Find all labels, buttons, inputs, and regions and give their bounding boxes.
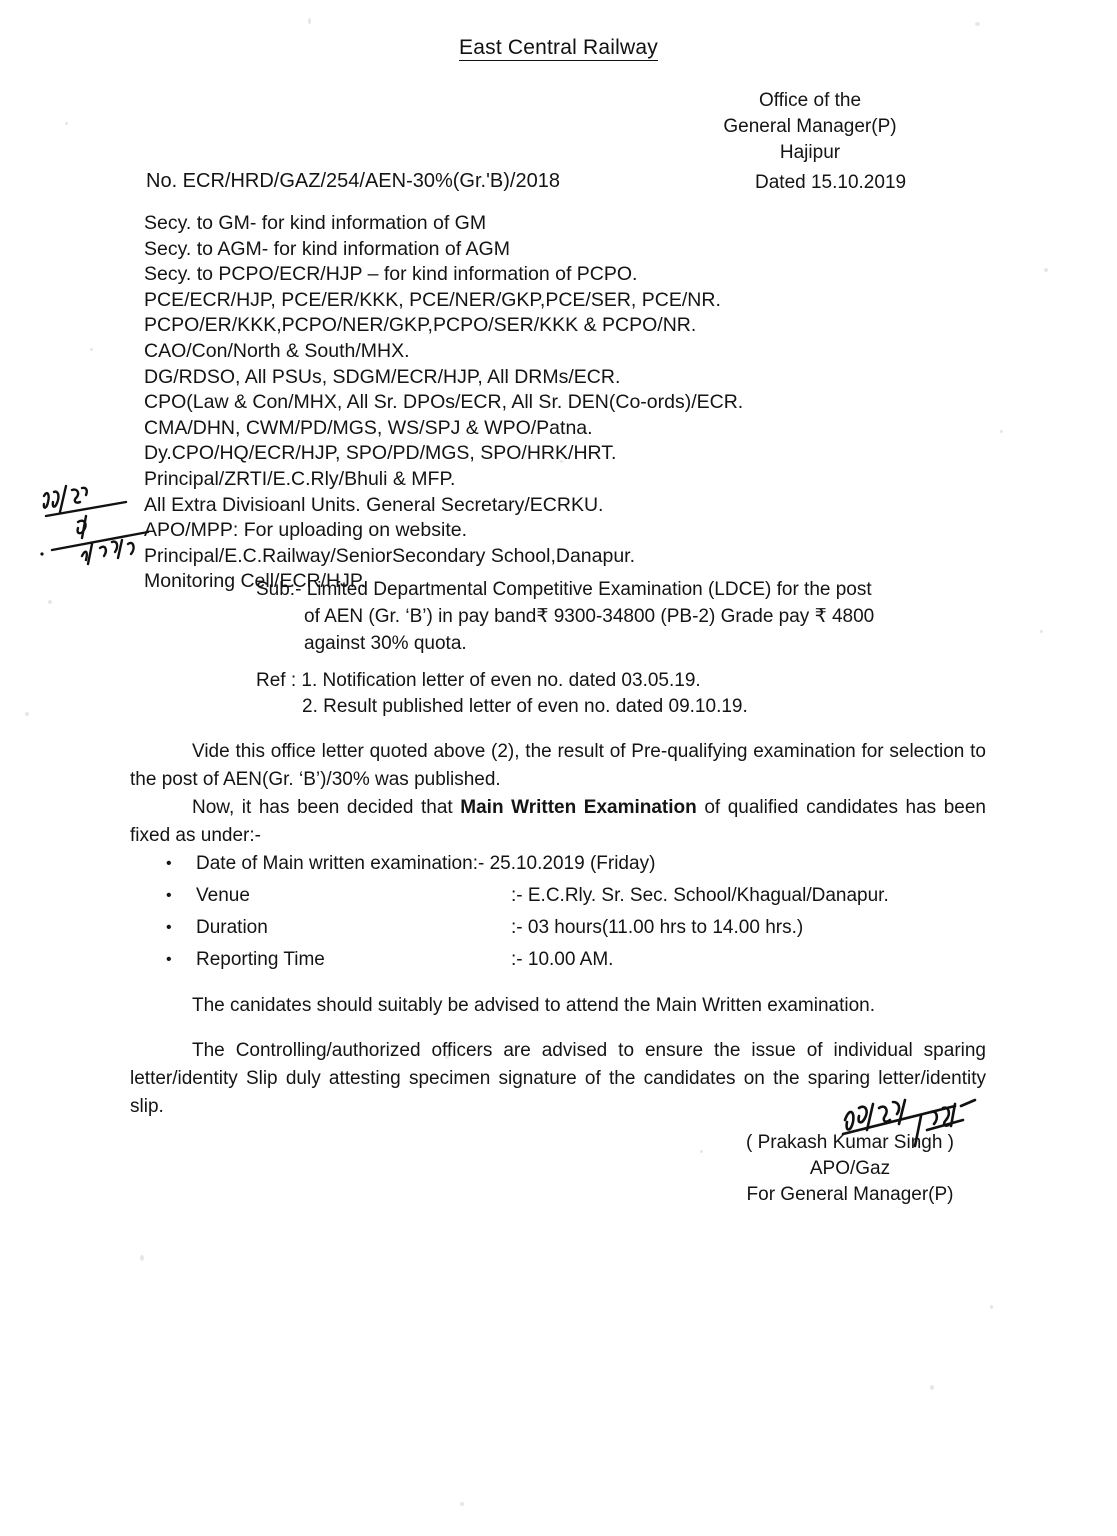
reference-item-1: Ref : 1. Notification letter of even no. dated 03.05.19. — [256, 670, 701, 691]
detail-value-duration: :- 03 hours(11.00 hrs to 14.00 hrs.) — [511, 917, 804, 938]
office-line-1: Office of the — [758, 90, 862, 111]
distribution-item: Principal/ZRTI/E.C.Rly/Bhuli & MFP. — [144, 467, 456, 490]
detail-value-reporting-time: :- 10.00 AM. — [511, 949, 614, 970]
page-title — [0, 36, 1117, 60]
scan-speckle — [25, 712, 29, 716]
paragraph-now-emphasis: Main Written Examination — [460, 797, 697, 818]
detail-row-venue — [166, 880, 956, 912]
page-title-text: East Central Railway — [459, 36, 658, 59]
bullet-icon: • — [166, 887, 172, 904]
distribution-item: Secy. to GM- for kind information of GM — [144, 212, 487, 234]
scan-speckle — [1040, 630, 1043, 633]
detail-label-venue: Venue — [196, 885, 250, 906]
paragraph-candidates — [130, 992, 986, 1020]
paragraph-now-prefix: Now, it has been decided that — [192, 797, 461, 818]
detail-label-exam-date — [196, 848, 655, 880]
examination-details-list — [166, 848, 956, 976]
detail-row-duration — [166, 912, 956, 944]
detail-label-duration: Duration — [196, 917, 268, 938]
detail-label-text: Date of Main written examination:- — [196, 853, 485, 874]
reference-item-2: 2. Result published letter of even no. dated 09.10.19. — [302, 696, 748, 717]
paragraph-now-suffix: of qualified candidates has been fixed as under:- — [130, 797, 986, 846]
paragraph-controlling — [130, 1037, 986, 1121]
scan-speckle — [990, 1305, 993, 1309]
subject-line-1: Sub:- Limited Departmental Competitive Examination (LDCE) for the post — [256, 579, 872, 600]
distribution-item: PCE/ECR/HJP, PCE/ER/KKK, PCE/NER/GKP,PCE/SER, PCE/NR. — [144, 288, 721, 311]
paragraph-vide-text: Vide this office letter quoted above (2), the result of Pre-qualifying examination for selection to the post of AEN(Gr. ‘B’)/30% was published. — [130, 741, 986, 790]
distribution-list — [144, 211, 743, 595]
letter-date: Dated 15.10.2019 — [755, 172, 907, 193]
scan-speckle — [930, 1385, 934, 1390]
paragraph-now — [130, 794, 986, 850]
distribution-item: DG/RDSO, All PSUs, SDGM/ECR/HJP, All DRMs/ECR. — [144, 365, 621, 388]
distribution-item: CPO(Law & Con/MHX, All Sr. DPOs/ECR, All Sr. DEN(Co-ords)/ECR. — [144, 391, 744, 414]
scan-speckle — [65, 122, 68, 125]
office-line-2: General Manager(P) — [723, 116, 897, 137]
subject-block — [256, 576, 956, 657]
detail-value-text: 25.10.2019 (Friday) — [489, 853, 656, 874]
distribution-item: Principal/E.C.Railway/SeniorSecondary School,Danapur. — [144, 544, 636, 567]
scan-speckle — [140, 1255, 144, 1261]
detail-row-reporting-time — [166, 944, 956, 976]
reference-number: No. ECR/HRD/GAZ/254/AEN-30%(Gr.'B)/2018 — [146, 170, 560, 192]
bullet-icon: • — [166, 855, 172, 872]
scan-speckle — [308, 18, 311, 24]
scan-speckle — [48, 600, 52, 604]
distribution-item: Monitoring Cell/ECR/HJP. — [144, 570, 366, 593]
office-line-3: Hajipur — [779, 142, 841, 163]
signatory-designation: APO/Gaz — [809, 1158, 891, 1179]
distribution-item: PCPO/ER/KKK,PCPO/NER/GKP,PCPO/SER/KKK & PCPO/NR. — [144, 314, 697, 337]
distribution-item: Secy. to PCPO/ECR/HJP – for kind information of PCPO. — [144, 263, 638, 286]
signatory-for-line: For General Manager(P) — [746, 1184, 954, 1205]
bullet-icon: • — [166, 951, 172, 968]
distribution-item: Dy.CPO/HQ/ECR/HJP, SPO/PD/MGS, SPO/HRK/HRT. — [144, 442, 617, 465]
detail-row-exam-date — [166, 848, 956, 880]
signatory-name: ( Prakash Kumar Singh ) — [745, 1132, 955, 1153]
detail-value-venue: :- E.C.Rly. Sr. Sec. School/Khagual/Danapur. — [511, 885, 889, 906]
scan-speckle — [1000, 430, 1003, 433]
paragraph-candidates-text: The canidates should suitably be advised to attend the Main Written examination. — [192, 995, 875, 1016]
subject-line-2: of AEN (Gr. ‘B’) in pay band₹ 9300-34800 (PB-2) Grade pay ₹ 4800 — [304, 606, 875, 627]
distribution-item: All Extra Divisioanl Units. General Secretary/ECRKU. — [144, 493, 604, 516]
scan-speckle — [975, 22, 980, 26]
paragraph-controlling-text: The Controlling/authorized officers are advised to ensure the issue of individual sparing letter/identity Slip duly attesting specimen signature of the candidates on the sparing letter/identity slip. — [130, 1040, 986, 1117]
paragraph-vide — [130, 738, 986, 794]
scan-speckle — [90, 348, 93, 351]
reference-block — [256, 668, 748, 720]
office-address-block — [640, 88, 980, 166]
subject-line-3: against 30% quota. — [304, 633, 467, 654]
scan-speckle — [460, 1502, 464, 1506]
signature-block — [700, 1130, 1000, 1208]
distribution-item: CAO/Con/North & South/MHX. — [144, 339, 410, 362]
distribution-item: CMA/DHN, CWM/PD/MGS, WS/SPJ & WPO/Patna. — [144, 416, 593, 439]
distribution-item: Secy. to AGM- for kind information of AGM — [144, 237, 510, 260]
distribution-item: APO/MPP: For uploading on website. — [144, 519, 467, 542]
scan-speckle — [1044, 268, 1048, 272]
detail-label-reporting-time: Reporting Time — [196, 949, 325, 970]
bullet-icon: • — [166, 919, 172, 936]
